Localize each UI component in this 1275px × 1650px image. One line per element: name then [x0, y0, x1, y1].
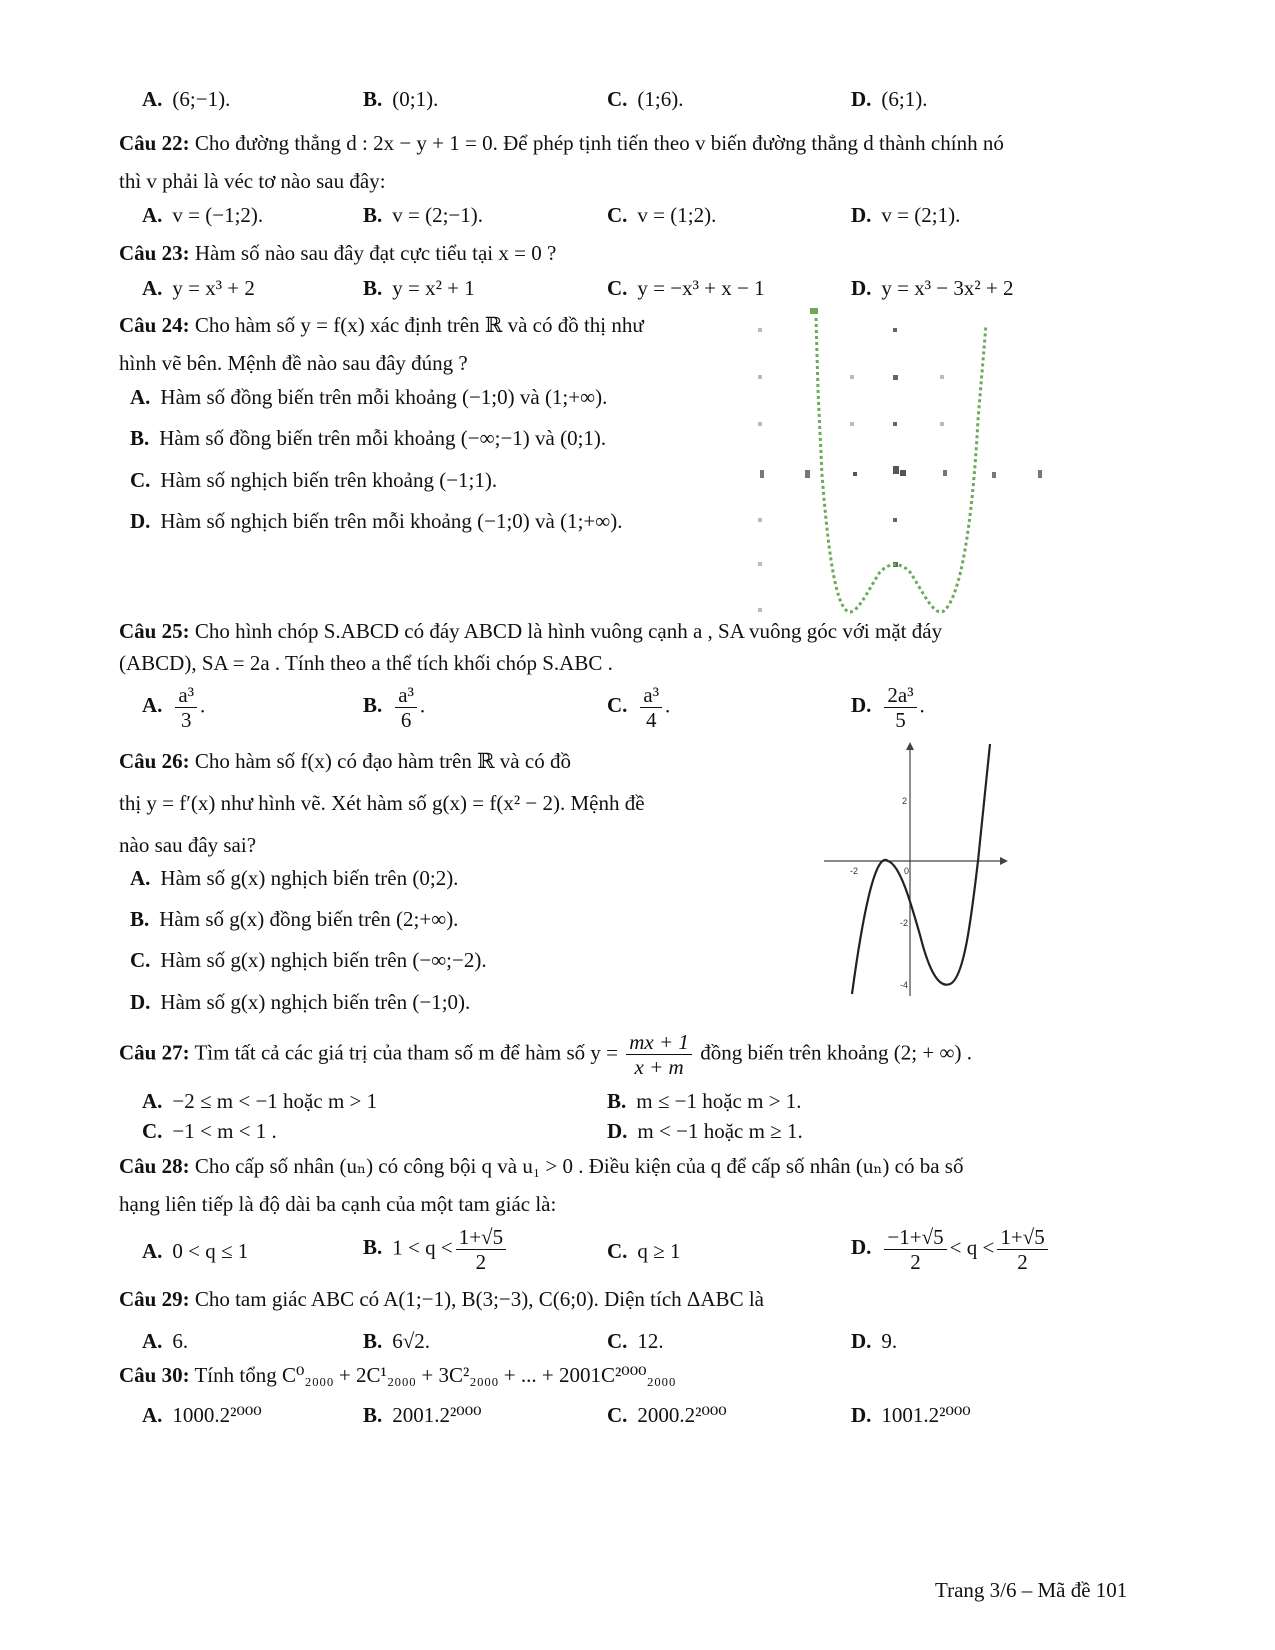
q24-stem-line1: Câu 24: Cho hàm số y = f(x) xác định trên ℝ và có đồ thị như	[119, 313, 644, 337]
q25-stem-line2: (ABCD), SA = 2a . Tính theo a thể tích khối chóp S.ABC .	[119, 651, 613, 675]
q25-option-c: C. $\frac{\text{a³}}{4}$ .	[607, 683, 671, 732]
q27-option-d: D. m < −1 hoặc m ≥ 1.	[607, 1119, 803, 1143]
q22-option-b: B. v = (2;−1).	[363, 203, 484, 227]
q24-graph	[750, 300, 1060, 620]
q26-tick-y-2: 2	[902, 796, 908, 806]
q27-option-a: A. −2 ≤ m < −1 hoặc m > 1	[142, 1089, 378, 1113]
q22-stem-line1: Câu 22: Cho đường thẳng d : 2x − y + 1 = 0. Để phép tịnh tiến theo v biến đường thẳng d thành chính nó	[119, 131, 1004, 155]
q30-option-b: B. 2001.2²⁰⁰⁰	[363, 1403, 482, 1427]
q25-option-d: D. $\frac{\text{2a³}}{5}$ .	[851, 683, 925, 732]
q25-option-a: A. $\frac{\text{a³}}{3}$ .	[142, 683, 206, 732]
q28-option-c: C. q ≥ 1	[607, 1239, 681, 1263]
q23-stem: Câu 23: Hàm số nào sau đây đạt cực tiểu tại x = 0 ?	[119, 241, 557, 265]
q21-option-b: B. (0;1).	[363, 87, 439, 111]
q25-stem-line1: Câu 25: Cho hình chóp S.ABCD có đáy ABCD là hình vuông cạnh a , SA vuông góc với mặt đáy	[119, 619, 943, 643]
q21-option-a: A. (6;−1).	[142, 87, 231, 111]
q26-x-axis-arrow	[1000, 857, 1008, 865]
q26-y-axis-arrow	[906, 742, 914, 750]
q26-stem-line3: nào sau đây sai?	[119, 833, 257, 857]
q28-option-a: A. 0 < q ≤ 1	[142, 1239, 249, 1263]
q28-stem-line2: hạng liên tiếp là độ dài ba cạnh của một tam giác là:	[119, 1192, 557, 1216]
q21-option-c: C. (1;6).	[607, 87, 684, 111]
q22-stem-line2: thì v phải là véc tơ nào sau đây:	[119, 169, 386, 193]
q29-option-b: B. 6√2.	[363, 1329, 431, 1353]
q29-stem: Câu 29: Cho tam giác ABC có A(1;−1), B(3;−3), C(6;0). Diện tích ΔABC là	[119, 1287, 764, 1311]
q26-stem-line1: Câu 26: Cho hàm số f(x) có đạo hàm trên ℝ và có đồ	[119, 749, 571, 773]
q26-tick-x-neg2: -2	[850, 866, 859, 876]
q29-option-a: A. 6.	[142, 1329, 189, 1353]
q23-option-a: A. y = x³ + 2	[142, 276, 255, 300]
q26-curve	[852, 744, 990, 994]
q26-option-d: D. Hàm số g(x) nghịch biến trên (−1;0).	[130, 990, 471, 1014]
q30-option-d: D. 1001.2²⁰⁰⁰	[851, 1403, 971, 1427]
q26-tick-y-neg4: -4	[900, 980, 909, 990]
q28-stem-line1: Câu 28: Cho cấp số nhân (uₙ) có công bội q và u₁ > 0 . Điều kiện của q để cấp số nhân (uₙ) có ba số	[119, 1154, 964, 1178]
q30-option-c: C. 2000.2²⁰⁰⁰	[607, 1403, 727, 1427]
q24-option-a: A. Hàm số đồng biến trên mỗi khoảng (−1;0) và (1;+∞).	[130, 385, 608, 409]
q26-tick-y-neg2: -2	[900, 918, 909, 928]
q26-option-b: B. Hàm số g(x) đồng biến trên (2;+∞).	[130, 907, 459, 931]
q30-stem: Câu 30: Tính tổng C⁰₂₀₀₀ + 2C¹₂₀₀₀ + 3C²₂₀₀₀ + ... + 2001C²⁰⁰⁰₂₀₀₀	[119, 1363, 676, 1387]
q24-option-b: B. Hàm số đồng biến trên mỗi khoảng (−∞;−1) và (0;1).	[130, 426, 607, 450]
q25-option-b: B. $\frac{\text{a³}}{6}$ .	[363, 683, 426, 732]
q22-option-c: C. v = (1;2).	[607, 203, 717, 227]
q24-option-c: C. Hàm số nghịch biến trên khoảng (−1;1).	[130, 468, 498, 492]
q30-option-a: A. 1000.2²⁰⁰⁰	[142, 1403, 262, 1427]
q29-option-d: D. 9.	[851, 1329, 898, 1353]
q27-stem: Câu 27: Tìm tất cả các giá trị của tham số m để hàm số y = $\frac{mx + 1}{x + m}$ đồng biến trên khoảng (2; + ∞) .	[119, 1030, 972, 1079]
q28-option-d: D. $\frac{-1+√5}{2}$ < q < $\frac{1+√5}{2}$	[851, 1225, 1051, 1274]
q26-option-c: C. Hàm số g(x) nghịch biến trên (−∞;−2).	[130, 948, 487, 972]
q28-option-b: B. 1 < q < $\frac{1+√5}{2}$	[363, 1225, 509, 1274]
q24-stem-line2: hình vẽ bên. Mệnh đề nào sau đây đúng ?	[119, 351, 468, 375]
q21-option-d: D. (6;1).	[851, 87, 928, 111]
q24-option-d: D. Hàm số nghịch biến trên mỗi khoảng (−1;0) và (1;+∞).	[130, 509, 623, 533]
q29-option-c: C. 12.	[607, 1329, 664, 1353]
q27-option-c: C. −1 < m < 1 .	[142, 1119, 277, 1143]
q26-tick-x-0: 0	[904, 866, 910, 876]
q22-option-d: D. v = (2;1).	[851, 203, 961, 227]
q22-option-a: A. v = (−1;2).	[142, 203, 264, 227]
q23-option-b: B. y = x² + 1	[363, 276, 475, 300]
q24-curve	[816, 318, 986, 612]
q26-stem-line2: thị y = f′(x) như hình vẽ. Xét hàm số g(x) = f(x² − 2). Mệnh đề	[119, 791, 645, 815]
q26-graph	[820, 740, 1010, 1000]
q23-option-d: D. y = x³ − 3x² + 2	[851, 276, 1014, 300]
q23-option-c: C. y = −x³ + x − 1	[607, 276, 765, 300]
q27-option-b: B. m ≤ −1 hoặc m > 1.	[607, 1089, 802, 1113]
page-footer: Trang 3/6 – Mã đề 101	[935, 1578, 1128, 1602]
q26-option-a: A. Hàm số g(x) nghịch biến trên (0;2).	[130, 866, 459, 890]
